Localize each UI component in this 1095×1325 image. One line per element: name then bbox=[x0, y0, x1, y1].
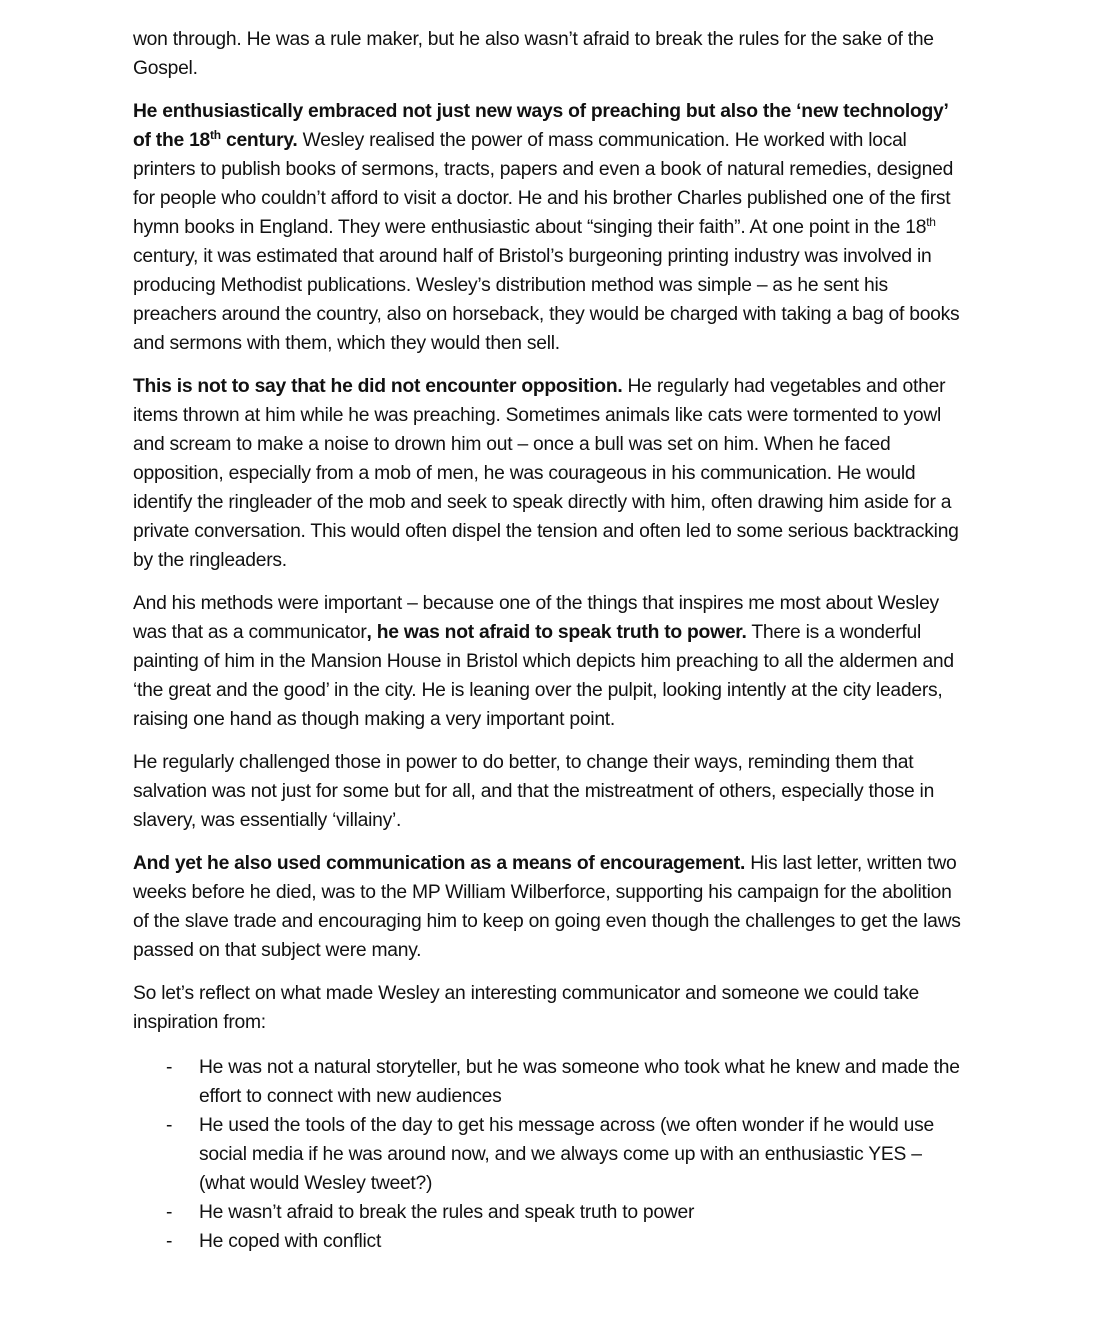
text-run: He enthusiastically embraced not just new ways of preaching but also the ‘new technology’ of the 18 bbox=[133, 101, 948, 151]
list-item-text: He used the tools of the day to get his message across (we often wonder if he would use social media if he was around now, and we always come up with an enthusiastic YES – (what would Wesley tweet?) bbox=[199, 1115, 934, 1194]
list-item bbox=[133, 1053, 968, 1111]
bold-lead-sentence: This is not to say that he did not encounter opposition. bbox=[133, 376, 623, 397]
list-item bbox=[133, 1111, 968, 1198]
paragraph-challenged-power bbox=[133, 748, 968, 835]
list-item bbox=[133, 1198, 968, 1227]
text-run: There is a wonderful painting of him in the Mansion House in Bristol which depicts him preaching to all the aldermen and ‘the great and the good’ in the city. He is leaning over the pulpit, looking intently at the city leaders, raising one hand as though making a very important point. bbox=[133, 622, 954, 730]
text-run: He regularly had vegetables and other items thrown at him while he was preaching. Sometimes animals like cats were tormented to yowl and scream to make a noise to drown him out – once a bull was set on him. When he faced opposition, especially from a mob of men, he was courageous in his communication. He would identify the ringleader of the mob and seek to speak directly with him, often drawing him aside for a private conversation. This would often dispel the tension and often led to some serious backtracking by the ringleaders. bbox=[133, 376, 959, 571]
paragraph-opposition bbox=[133, 372, 968, 575]
text-run: He regularly challenged those in power to do better, to change their ways, reminding them that salvation was not just for some but for all, and that the mistreatment of others, especially those in slavery, was essentially ‘villainy’. bbox=[133, 752, 935, 831]
paragraph-truth-to-power bbox=[133, 589, 968, 734]
list-item-text: He was not a natural storyteller, but he was someone who took what he knew and made the effort to connect with new audiences bbox=[199, 1057, 960, 1107]
list-item-text: He wasn’t afraid to break the rules and speak truth to power bbox=[199, 1202, 695, 1223]
dash-bullet-icon: - bbox=[166, 1115, 173, 1136]
paragraph-encouragement bbox=[133, 849, 968, 965]
superscript: th bbox=[210, 128, 221, 142]
list-item bbox=[133, 1227, 968, 1256]
text-run: century. bbox=[220, 130, 298, 151]
reflection-list bbox=[133, 1053, 968, 1256]
text-run: His last letter, written two weeks before he died, was to the MP William Wilberforce, supporting his campaign for the abolition of the slave trade and encouraging him to keep on going even though the challenges to get the laws passed on that subject were many. bbox=[133, 853, 961, 961]
dash-bullet-icon: - bbox=[166, 1202, 173, 1223]
bold-lead-sentence: And yet he also used communication as a means of encouragement. bbox=[133, 853, 746, 874]
dash-bullet-icon: - bbox=[166, 1231, 173, 1252]
list-item-text: He coped with conflict bbox=[199, 1231, 382, 1252]
text-run: won through. He was a rule maker, but he also wasn’t afraid to break the rules for the sake of the Gospel. bbox=[133, 29, 934, 79]
text-run: So let’s reflect on what made Wesley an interesting communicator and someone we could take inspiration from: bbox=[133, 983, 919, 1033]
paragraph-new-technology bbox=[133, 97, 968, 358]
superscript: th bbox=[926, 215, 936, 229]
paragraph-gospel bbox=[133, 25, 968, 83]
paragraph-reflect bbox=[133, 979, 968, 1037]
text-run: And his methods were important – because one of the things that inspires me most about Wesley was that as a communicator bbox=[133, 593, 939, 643]
bold-phrase: , he was not afraid to speak truth to power. bbox=[366, 622, 747, 643]
document-page bbox=[133, 25, 968, 1256]
text-run: century, it was estimated that around half of Bristol’s burgeoning printing industry was involved in producing Methodist publications. Wesley’s distribution method was simple – as he sent his preachers around the country, also on horseback, they would be charged with taking a bag of books and sermons with them, which they would then sell. bbox=[133, 246, 960, 354]
dash-bullet-icon: - bbox=[166, 1057, 173, 1078]
text-run: Wesley realised the power of mass communication. He worked with local printers to publish books of sermons, tracts, papers and even a book of natural remedies, designed for people who couldn’t afford to visit a doctor. He and his brother Charles published one of the first hymn books in England. They were enthusiastic about “singing their faith”. At one point in the 18 bbox=[133, 130, 954, 238]
